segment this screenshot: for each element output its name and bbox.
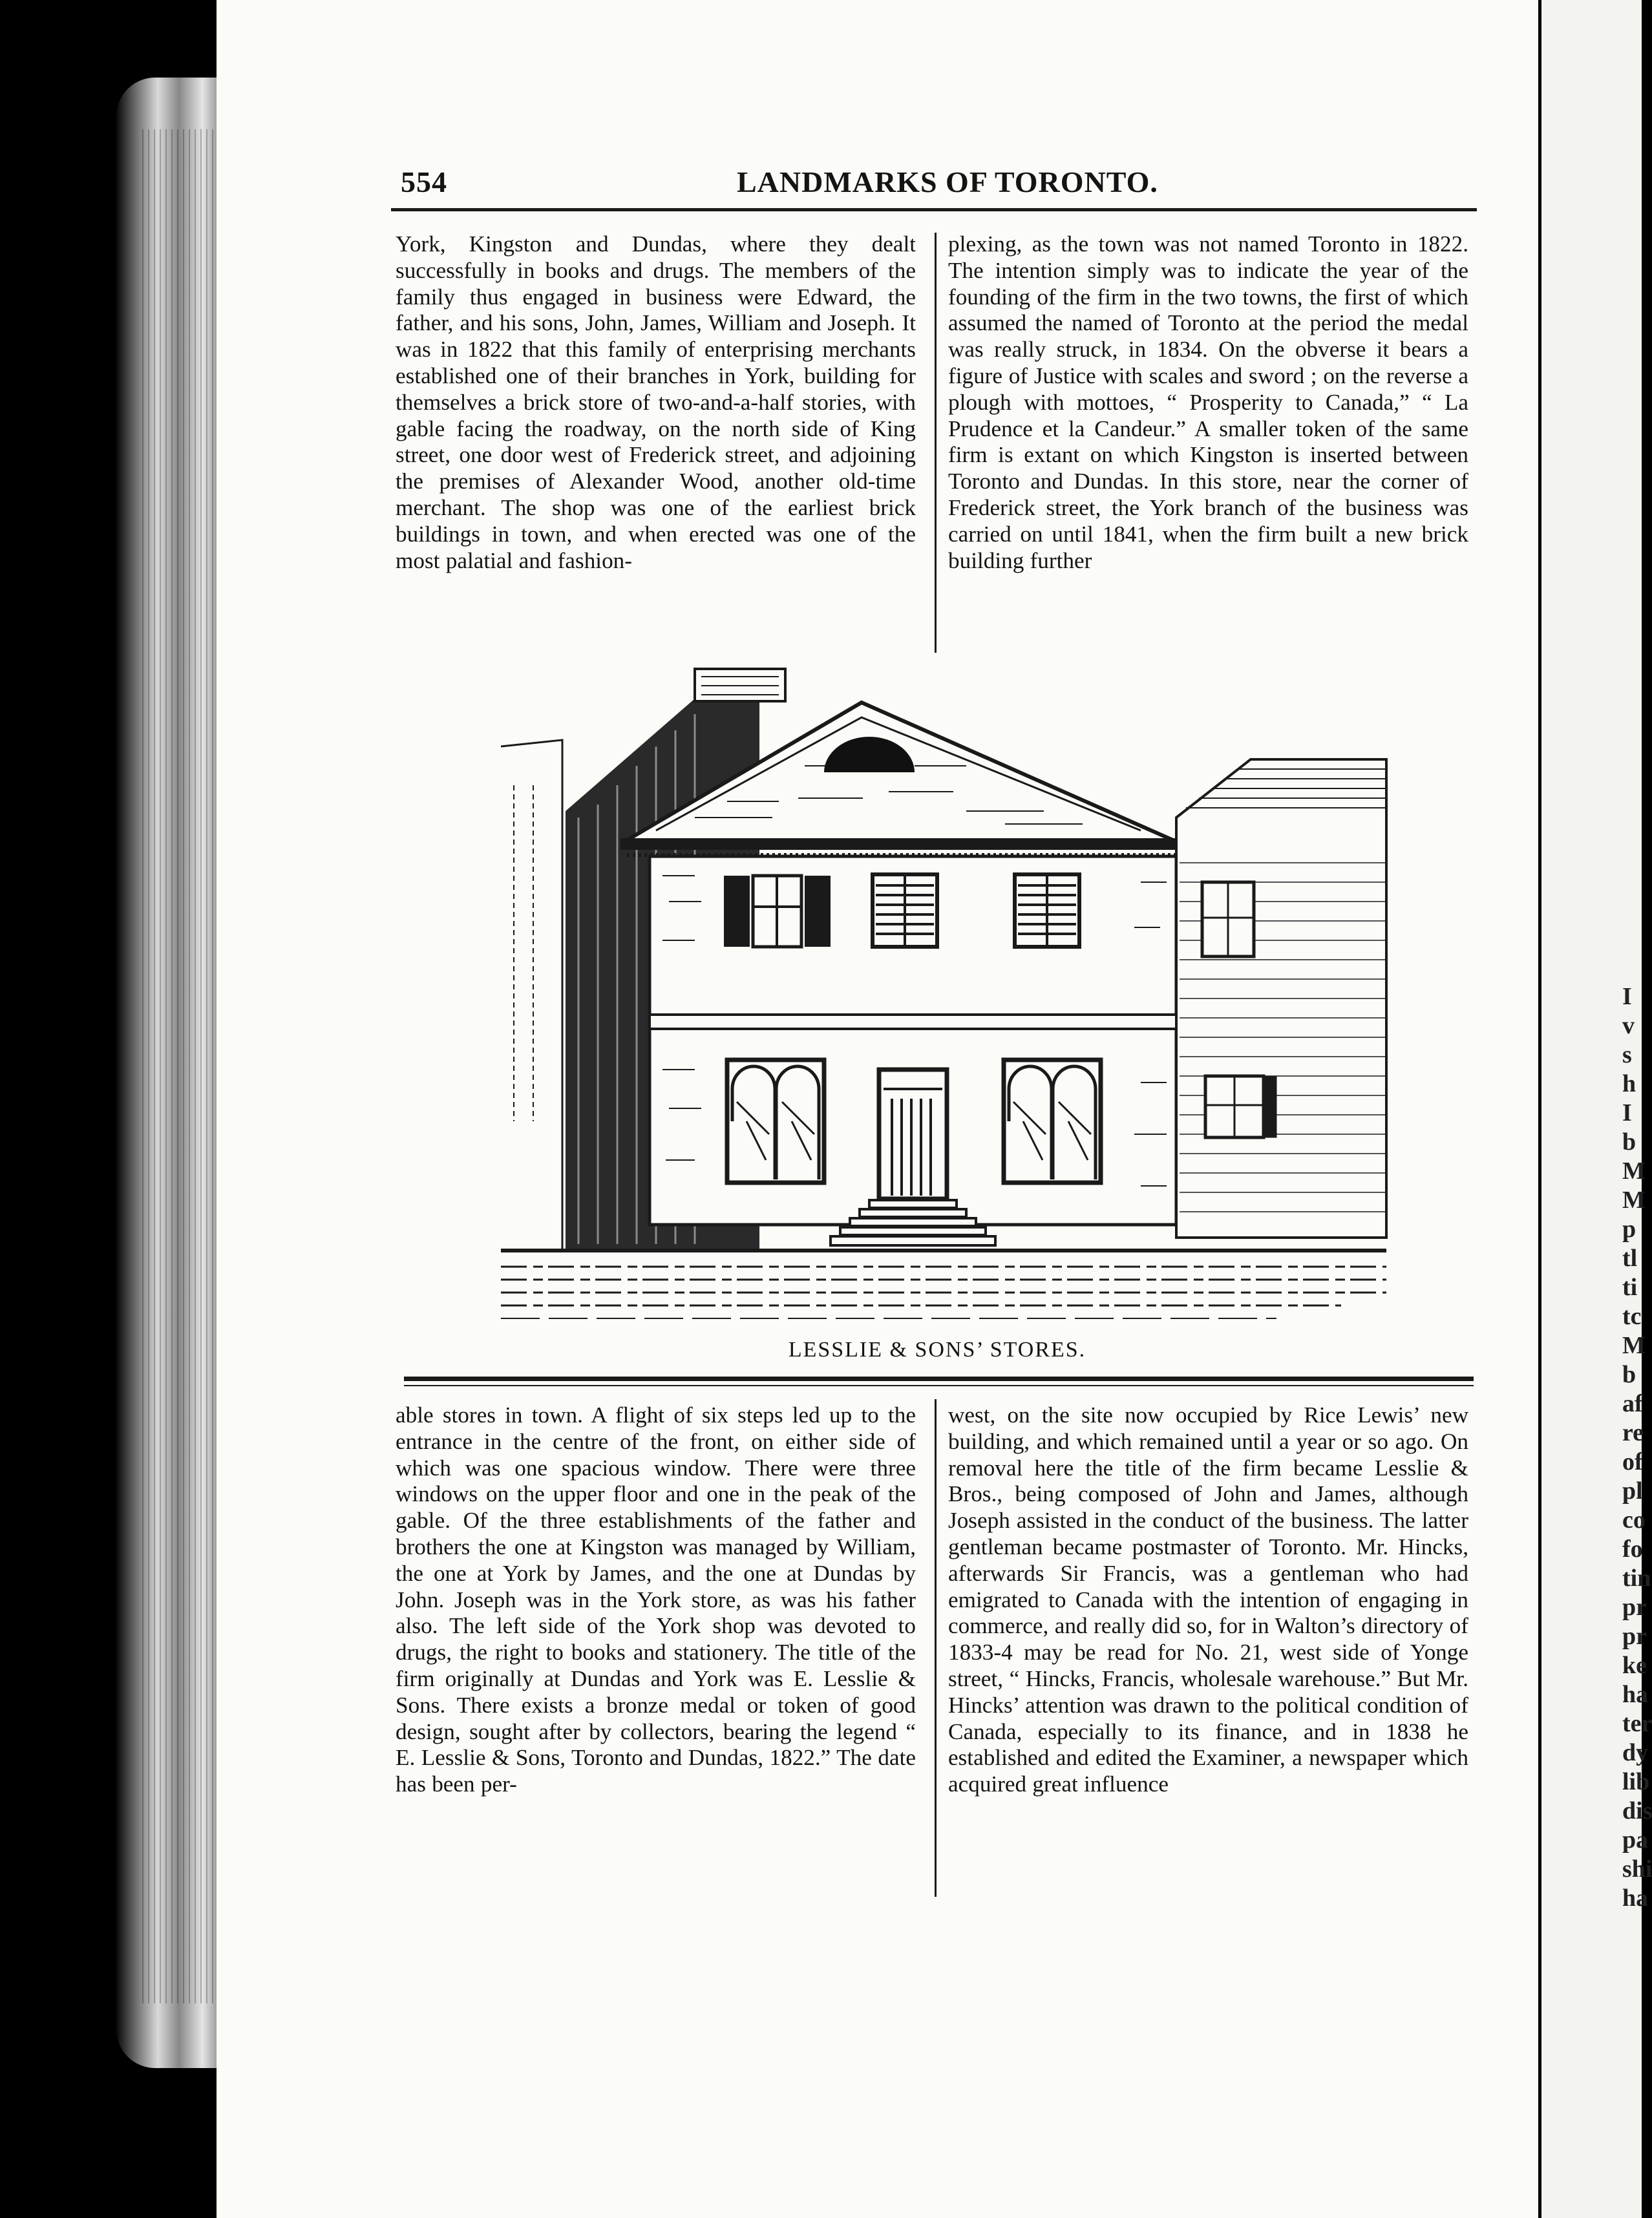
- adjacent-page-fragment: of: [1622, 1448, 1643, 1475]
- adjacent-page-fragment: dis: [1622, 1797, 1652, 1824]
- upper-window-left: [724, 876, 831, 947]
- adjacent-page-fragment: tl: [1622, 1245, 1638, 1272]
- adjacent-page-fragment: tc: [1622, 1303, 1642, 1330]
- chimney: [695, 669, 785, 701]
- column-divider-top: [935, 233, 937, 653]
- shop-window-right: [1004, 1060, 1101, 1183]
- adjacent-page-fragment: v: [1622, 1012, 1635, 1039]
- page-number: 554: [401, 165, 447, 198]
- adjacent-page-text: [1622, 982, 1652, 1913]
- adjacent-page-fragment: pr: [1622, 1623, 1647, 1650]
- adjacent-page-fragment: fo: [1622, 1536, 1643, 1563]
- adjacent-page-fragment: b: [1622, 1361, 1636, 1388]
- adjacent-page-fragment: s: [1622, 1041, 1632, 1068]
- upper-window-right: [1015, 874, 1079, 947]
- adjacent-page-fragment: h: [1622, 1070, 1636, 1097]
- adjacent-page-fragment: I: [1622, 983, 1632, 1010]
- running-title: LANDMARKS OF TORONTO.: [737, 165, 1158, 198]
- adjacent-page-fragment: ha: [1622, 1885, 1649, 1912]
- adjacent-page-fragment: lib: [1622, 1768, 1650, 1795]
- adjacent-page-fragment: M: [1622, 1332, 1646, 1359]
- shop-window-left: [727, 1060, 824, 1183]
- adjacent-page-fragment: ti: [1622, 1274, 1638, 1301]
- column-divider-bottom: [935, 1399, 937, 1897]
- adjacent-page-fragment: tin: [1622, 1565, 1651, 1592]
- adjacent-page-fragment: b: [1622, 1128, 1636, 1156]
- adjacent-page-fragment: dy: [1622, 1739, 1649, 1766]
- section-rule-thin: [404, 1385, 1474, 1386]
- upper-window-center: [873, 874, 937, 947]
- adjacent-page-fragment: af: [1622, 1390, 1643, 1417]
- adjacent-page-fragment: pa: [1622, 1826, 1649, 1854]
- adjacent-page-fragment: pl: [1622, 1477, 1643, 1505]
- adjacent-page-fragment: ke: [1622, 1652, 1647, 1679]
- adjacent-page-fragment: pr: [1622, 1594, 1647, 1621]
- header-rule: [391, 208, 1477, 211]
- column-1-top-text: York, Kingston and Dundas, where they dealt successfully in books and drugs. The members of the family thus engaged in business were Edward, the father, and his sons, John, James, William and Joseph. It was in 1822 that this family of enterprising merchants established one of their branches in York, building for themselves a brick store of two-and-a-half stories, with gable facing the roadway, on the north side of King street, one door west of Frederick street, and adjoining the premises of Alexander Wood, another old-time merchant. The shop was one of the earliest brick buildings in town, and when erected was one of the most palatial and fashion-: [396, 231, 916, 573]
- column-2-bottom-text: west, on the site now occupied by Rice Lewis’ new building, and which remained until a year or so ago. On removal here the title of the firm became Lesslie & Bros., being composed of John and James, although Joseph assisted in the conduct of the business. The latter gentleman became postmaster of Toronto. Mr. Hincks, afterwards Sir Francis, was a gentleman who had emigrated to Canada with the intention of engaging in commerce, and really did so, for in Walton’s directory of 1833-4 may be read for No. 21, west side of Yonge street, “ Hincks, Francis, wholesale warehouse.” But Mr. Hincks’ attention was drawn to the political condition of Canada, especially to its finance, and in 1838 he established and edited the Examiner, a newspaper which acquired great influence: [948, 1402, 1468, 1797]
- building-illustration: [501, 669, 1386, 1347]
- adjacent-page: [1541, 0, 1652, 2218]
- adjacent-page-fragment: M: [1622, 1187, 1646, 1214]
- column-2-top-text: plexing, as the town was not named Toronto in 1822. The intention simply was to indicate the year of the founding of the firm in the two towns, the first of which assumed the named of Toronto at the period the medal was really struck, in 1834. On the obverse it bears a figure of Justice with scales and sword ; on the reverse a plough with mottoes, “ Prosperity to Canada,” “ La Prudence et la Candeur.” A smaller token of the same firm is extant on which Kingston is inserted between Toronto and Dundas. In this store, near the corner of Frederick street, the York branch of the business was carried on until 1841, when the firm built a new brick building further: [948, 231, 1468, 573]
- adjacent-page-fragment: p: [1622, 1216, 1636, 1243]
- entrance-door: [879, 1070, 947, 1199]
- right-building: [1176, 759, 1386, 1238]
- adjacent-page-fragment: co: [1622, 1506, 1646, 1534]
- adjacent-page-fragment: M: [1622, 1157, 1646, 1185]
- adjacent-page-fragment: shi: [1622, 1855, 1652, 1883]
- adjacent-page-fragment: ha: [1622, 1681, 1649, 1708]
- adjacent-page-fragment: I: [1622, 1099, 1632, 1126]
- adjacent-page-fragment: ter: [1622, 1710, 1652, 1737]
- adjacent-page-fragment: re: [1622, 1419, 1644, 1446]
- column-1-bottom-text: able stores in town. A flight of six steps led up to the entrance in the centre of the front, on either side of which was one spacious window. There were three windows on the upper floor and one in the peak of the gable. Of the three establishments of the father and brothers the one at Kingston was managed by William, the one at York by James, and the one at Dundas by John. Joseph was in the York store, as was his father also. The left side of the York shop was devoted to drugs, the right to books and stationery. The title of the firm originally at Dundas and York was E. Lesslie & Sons. There exists a bronze medal or token of good design, sought after by collectors, bearing the legend “ E. Lesslie & Sons, Toronto and Dundas, 1822.” The date has been per-: [396, 1402, 916, 1797]
- illustration-caption: LESSLIE & SONS’ STORES.: [788, 1338, 1086, 1362]
- section-rule-thick: [404, 1377, 1474, 1381]
